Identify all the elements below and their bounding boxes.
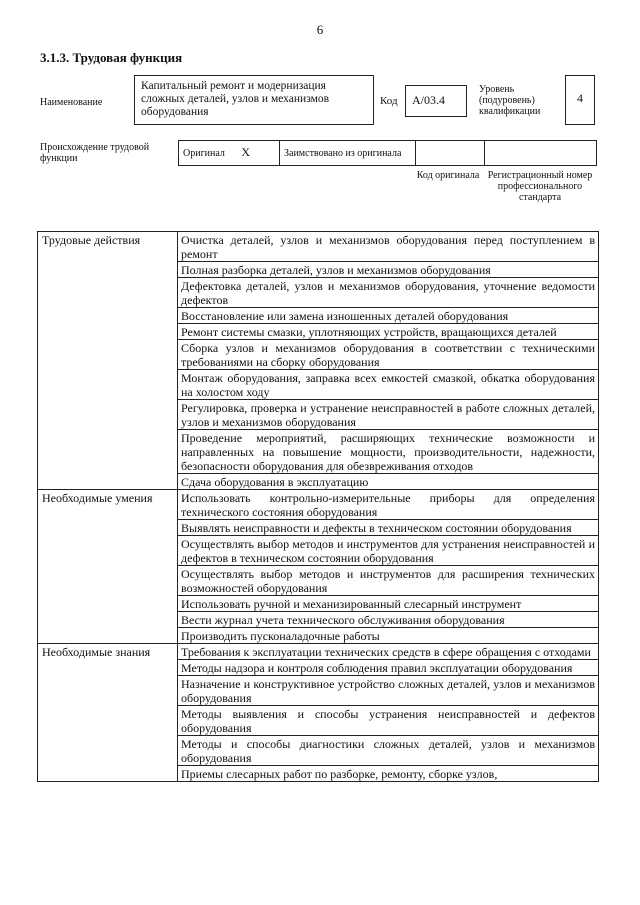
name-label: Наименование <box>40 97 103 108</box>
item-cell: Осуществлять выбор методов и инструментов для расширения технических возможностей оборудования <box>178 566 599 596</box>
reg-number-cell <box>485 141 597 166</box>
labor-function-table <box>37 231 599 782</box>
origin-label: Происхождение трудовой функции <box>40 142 150 164</box>
item-cell: Сдача оборудования в эксплуатацию <box>178 474 599 490</box>
level-label: Уровень (подуровень) квалификации <box>479 84 541 117</box>
borrowed-label: Заимствовано из оригинала <box>280 141 416 166</box>
category-cell: Необходимые умения <box>38 490 178 644</box>
table-row <box>38 490 599 520</box>
item-cell: Использовать контрольно-измерительные приборы для определения технического состояния оборудования <box>178 490 599 520</box>
item-cell: Полная разборка деталей, узлов и механизмов оборудования <box>178 262 599 278</box>
item-cell: Методы выявления и способы устранения неисправностей и дефектов оборудования <box>178 706 599 736</box>
code-caption: Код оригинала <box>416 170 480 181</box>
item-cell: Проведение мероприятий, расширяющих технические возможности и направленных на повышение мощности, производительности, надежности, безопасности оборудования для обезвреживания отходов <box>178 430 599 474</box>
item-cell: Приемы слесарных работ по разборке, ремонту, сборке узлов, <box>178 766 599 782</box>
original-code-cell <box>416 141 485 166</box>
item-cell: Требования к эксплуатации технических средств в сфере обращения с отходами <box>178 644 599 660</box>
table-row <box>38 644 599 660</box>
table-row <box>38 232 599 262</box>
item-cell: Очистка деталей, узлов и механизмов оборудования перед поступлением в ремонт <box>178 232 599 262</box>
item-cell: Назначение и конструктивное устройство сложных деталей, узлов и механизмов оборудования <box>178 676 599 706</box>
item-cell: Осуществлять выбор методов и инструментов для устранения неисправностей и дефектов в техническом состоянии оборудования <box>178 536 599 566</box>
page-number: 6 <box>316 22 324 37</box>
category-cell: Трудовые действия <box>38 232 178 490</box>
name-value: Капитальный ремонт и модернизация сложных деталей, узлов и механизмов оборудования <box>134 75 374 125</box>
item-cell: Регулировка, проверка и устранение неисправностей в работе сложных деталей, узлов и механизмов оборудования <box>178 400 599 430</box>
original-label: Оригинал <box>183 148 225 159</box>
item-cell: Дефектовка деталей, узлов и механизмов оборудования, уточнение ведомости дефектов <box>178 278 599 308</box>
section-title: 3.1.3. Трудовая функция <box>40 50 183 65</box>
item-cell: Ремонт системы смазки, уплотняющих устройств, вращающихся деталей <box>178 324 599 340</box>
item-cell: Восстановление или замена изношенных деталей оборудования <box>178 308 599 324</box>
code-value: A/03.4 <box>405 85 467 117</box>
item-cell: Вести журнал учета технического обслуживания оборудования <box>178 612 599 628</box>
item-cell: Выявлять неисправности и дефекты в техническом состоянии оборудования <box>178 520 599 536</box>
item-cell: Методы надзора и контроля соблюдения правил эксплуатации оборудования <box>178 660 599 676</box>
level-value: 4 <box>565 75 595 125</box>
item-cell: Сборка узлов и механизмов оборудования в соответствии с техническими требованиями на сборку оборудования <box>178 340 599 370</box>
code-label: Код <box>380 95 398 107</box>
reg-caption: Регистрационный номер профессионального стандарта <box>487 170 593 203</box>
original-mark: X <box>241 145 251 159</box>
item-cell: Методы и способы диагностики сложных деталей, узлов и механизмов оборудования <box>178 736 599 766</box>
item-cell: Производить пусконаладочные работы <box>178 628 599 644</box>
item-cell: Использовать ручной и механизированный слесарный инструмент <box>178 596 599 612</box>
origin-original-cell <box>179 141 280 166</box>
category-cell: Необходимые знания <box>38 644 178 782</box>
item-cell: Монтаж оборудования, заправка всех емкостей смазкой, обкатка оборудования на холостом ходу <box>178 370 599 400</box>
origin-table <box>178 140 597 166</box>
